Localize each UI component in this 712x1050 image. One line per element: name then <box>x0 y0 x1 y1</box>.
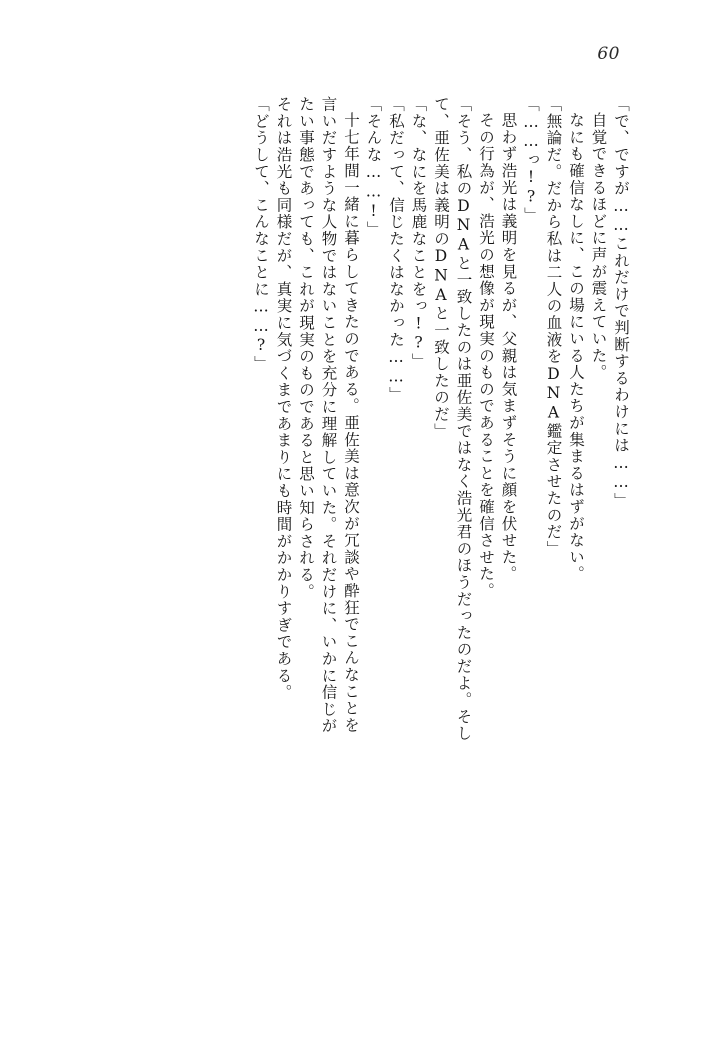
text-line: 「で、ですが……これだけで判断するわけには……」 <box>612 96 630 510</box>
text-line: 「そう、私のDNAと一致したのは亜佐美ではなく浩光君のほうだったのだよ。そし <box>454 96 473 742</box>
text-line: 「……っ!?」 <box>522 96 540 224</box>
text-line: その行為が、浩光の想像が現実のものであることを確信させた。 <box>477 112 495 600</box>
text-line: 「な、なにを馬鹿なことをっ!?」 <box>409 96 428 370</box>
text-line: 自覚できるほどに声が震えていた。 <box>589 112 608 381</box>
text-line: 言いだすような人物ではないことを充分に理解していた。それだけに、いかに信じが <box>319 96 338 735</box>
text-line: それは浩光も同様だが、真実に気づくまであまりにも時間がかかりすぎである。 <box>274 96 293 701</box>
page-number: 60 <box>597 44 620 64</box>
text-line: 「無論だ。だから私は二人の血液をDNA鑑定させたのだ」 <box>544 96 563 558</box>
text-line: 「そんな……!」 <box>364 96 383 238</box>
text-line: なにも確信なしに、この場にいる人たちが集まるはずがない。 <box>567 112 585 583</box>
text-line: 十七年間一緒に暮らしてきたのである。亜佐美は意次が冗談や酔狂でこんなことを <box>342 112 360 734</box>
text-line: 「私だって、信じたくはなかった……」 <box>387 96 405 404</box>
text-line: 「どうして、こんなことに……?」 <box>252 96 270 373</box>
text-line: たい事態であっても、これが現実のものであると思い知らされる。 <box>297 96 315 600</box>
text-line: て、亜佐美は義明のDNAと一致したのだ」 <box>432 96 450 440</box>
vertical-text-body <box>68 96 628 926</box>
text-line: 思わず浩光は義明を見るが、父親は気まずそうに顔を伏せた。 <box>499 112 518 583</box>
